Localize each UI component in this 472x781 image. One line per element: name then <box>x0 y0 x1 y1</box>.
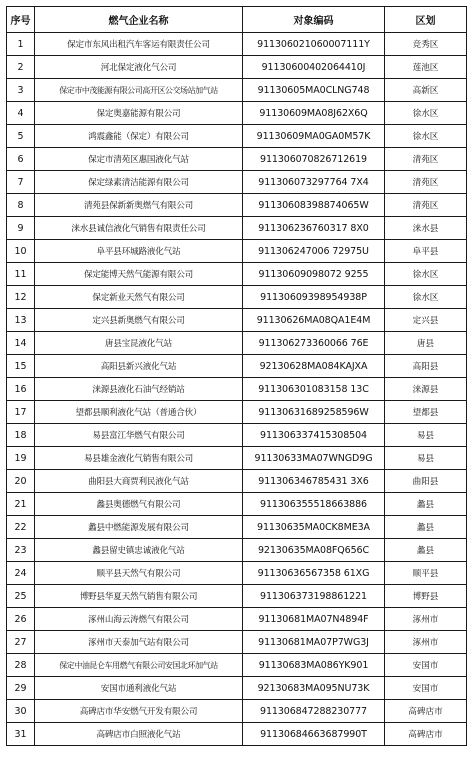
cell-district: 蠡县 <box>385 539 467 562</box>
cell-serial-number: 22 <box>7 516 35 539</box>
table-row <box>7 585 467 608</box>
table-row <box>7 723 467 746</box>
cell-serial-number: 14 <box>7 332 35 355</box>
cell-district: 安国市 <box>385 677 467 700</box>
cell-object-code: 911306337415308504 <box>243 424 385 447</box>
cell-district: 唐县 <box>385 332 467 355</box>
cell-serial-number: 10 <box>7 240 35 263</box>
cell-object-code: 91130609MA0GA0M57K <box>243 125 385 148</box>
cell-serial-number: 1 <box>7 33 35 56</box>
cell-object-code: 91130626MA08QA1E4M <box>243 309 385 332</box>
cell-enterprise-name: 唐县宝昆液化气站 <box>35 332 243 355</box>
cell-object-code: 911306847288230777 <box>243 700 385 723</box>
table-row <box>7 631 467 654</box>
table-row <box>7 355 467 378</box>
cell-district: 阜平县 <box>385 240 467 263</box>
cell-enterprise-name: 定兴县新奥燃气有限公司 <box>35 309 243 332</box>
table-row <box>7 493 467 516</box>
cell-object-code: 91130609098072 9255 <box>243 263 385 286</box>
cell-object-code: 91130681MA07N4894F <box>243 608 385 631</box>
cell-enterprise-name: 保定新业天然气有限公司 <box>35 286 243 309</box>
cell-serial-number: 13 <box>7 309 35 332</box>
cell-district: 清苑区 <box>385 148 467 171</box>
cell-district: 莲池区 <box>385 56 467 79</box>
cell-district: 徐水区 <box>385 102 467 125</box>
cell-object-code: 91130608398874065W <box>243 194 385 217</box>
cell-enterprise-name: 蠡县中燃能源发展有限公司 <box>35 516 243 539</box>
table-row <box>7 401 467 424</box>
table-row <box>7 240 467 263</box>
gas-enterprise-table <box>6 6 467 746</box>
cell-district: 易县 <box>385 447 467 470</box>
table-row <box>7 562 467 585</box>
cell-enterprise-name: 鸿震鑫能（保定）有限公司 <box>35 125 243 148</box>
table-row <box>7 56 467 79</box>
cell-district: 徐水区 <box>385 263 467 286</box>
cell-serial-number: 15 <box>7 355 35 378</box>
cell-district: 涞源县 <box>385 378 467 401</box>
cell-district: 望都县 <box>385 401 467 424</box>
cell-object-code: 911306373198861221 <box>243 585 385 608</box>
cell-serial-number: 19 <box>7 447 35 470</box>
cell-district: 蠡县 <box>385 493 467 516</box>
cell-serial-number: 26 <box>7 608 35 631</box>
cell-serial-number: 17 <box>7 401 35 424</box>
header-district: 区划 <box>385 7 467 33</box>
cell-district: 高阳县 <box>385 355 467 378</box>
cell-district: 竞秀区 <box>385 33 467 56</box>
cell-district: 徐水区 <box>385 125 467 148</box>
table-row <box>7 677 467 700</box>
cell-serial-number: 9 <box>7 217 35 240</box>
cell-enterprise-name: 高碑店市华安燃气开发有限公司 <box>35 700 243 723</box>
cell-enterprise-name: 保定市中茂能源有限公司高开区公交场站加气站 <box>35 79 243 102</box>
table-body <box>7 33 467 746</box>
cell-serial-number: 7 <box>7 171 35 194</box>
cell-object-code: 91130609MA08J62X6Q <box>243 102 385 125</box>
cell-enterprise-name: 易县雄金液化气销售有限公司 <box>35 447 243 470</box>
table-row <box>7 263 467 286</box>
cell-serial-number: 8 <box>7 194 35 217</box>
cell-district: 涿州市 <box>385 608 467 631</box>
table-row <box>7 217 467 240</box>
cell-district: 涿州市 <box>385 631 467 654</box>
cell-district: 徐水区 <box>385 286 467 309</box>
cell-enterprise-name: 保定中油昆仑车用燃气有限公司安国北环加气站 <box>35 654 243 677</box>
cell-serial-number: 4 <box>7 102 35 125</box>
cell-enterprise-name: 阜平县环城路液化气站 <box>35 240 243 263</box>
table-row <box>7 102 467 125</box>
cell-district: 安国市 <box>385 654 467 677</box>
cell-object-code: 92130683MA095NU73K <box>243 677 385 700</box>
cell-enterprise-name: 清苑县保新新奥燃气有限公司 <box>35 194 243 217</box>
cell-enterprise-name: 保定能博天然气能源有限公司 <box>35 263 243 286</box>
table-row <box>7 700 467 723</box>
cell-object-code: 91130683MA086YK901 <box>243 654 385 677</box>
cell-serial-number: 21 <box>7 493 35 516</box>
cell-enterprise-name: 高碑店市白照液化气站 <box>35 723 243 746</box>
cell-district: 博野县 <box>385 585 467 608</box>
cell-district: 高碑店市 <box>385 700 467 723</box>
table-row <box>7 470 467 493</box>
cell-object-code: 91130631689258596W <box>243 401 385 424</box>
cell-object-code: 91130600402064410J <box>243 56 385 79</box>
cell-object-code: 92130635MA08FQ656C <box>243 539 385 562</box>
table-row <box>7 378 467 401</box>
cell-enterprise-name: 保定绿素清洁能源有限公司 <box>35 171 243 194</box>
table-row <box>7 447 467 470</box>
cell-enterprise-name: 涞水县诚信液化气销售有限责任公司 <box>35 217 243 240</box>
cell-district: 高碑店市 <box>385 723 467 746</box>
cell-object-code: 911306070826712619 <box>243 148 385 171</box>
cell-object-code: 91130633MA07WNGD9G <box>243 447 385 470</box>
cell-serial-number: 16 <box>7 378 35 401</box>
cell-enterprise-name: 涿州山海云涛燃气有限公司 <box>35 608 243 631</box>
cell-district: 易县 <box>385 424 467 447</box>
cell-district: 定兴县 <box>385 309 467 332</box>
table-row <box>7 33 467 56</box>
cell-serial-number: 29 <box>7 677 35 700</box>
cell-serial-number: 12 <box>7 286 35 309</box>
cell-serial-number: 2 <box>7 56 35 79</box>
cell-object-code: 911306273360066 76E <box>243 332 385 355</box>
cell-object-code: 911306301083158 13C <box>243 378 385 401</box>
cell-enterprise-name: 易县富江华燃气有限公司 <box>35 424 243 447</box>
cell-serial-number: 27 <box>7 631 35 654</box>
cell-object-code: 911306021060007111Y <box>243 33 385 56</box>
cell-object-code: 911306355518663886 <box>243 493 385 516</box>
table-row <box>7 286 467 309</box>
table-row <box>7 148 467 171</box>
cell-enterprise-name: 曲阳县大商贾利民液化气站 <box>35 470 243 493</box>
table-row <box>7 608 467 631</box>
table-row <box>7 424 467 447</box>
cell-serial-number: 31 <box>7 723 35 746</box>
table-row <box>7 516 467 539</box>
table-header-row <box>7 7 467 33</box>
cell-serial-number: 11 <box>7 263 35 286</box>
cell-object-code: 91130635MA0CK8ME3A <box>243 516 385 539</box>
cell-district: 曲阳县 <box>385 470 467 493</box>
cell-enterprise-name: 蠡县留史镇忠诚液化气站 <box>35 539 243 562</box>
cell-object-code: 91130609398954938P <box>243 286 385 309</box>
cell-enterprise-name: 安国市通利液化气站 <box>35 677 243 700</box>
table-row <box>7 539 467 562</box>
cell-district: 顺平县 <box>385 562 467 585</box>
cell-enterprise-name: 高阳县新兴液化气站 <box>35 355 243 378</box>
cell-object-code: 92130628MA084KAJXA <box>243 355 385 378</box>
cell-district: 高新区 <box>385 79 467 102</box>
table-row <box>7 125 467 148</box>
cell-enterprise-name: 博野县华夏天然气销售有限公司 <box>35 585 243 608</box>
cell-serial-number: 24 <box>7 562 35 585</box>
cell-object-code: 91130605MA0CLNG748 <box>243 79 385 102</box>
cell-object-code: 911306236760317 8X0 <box>243 217 385 240</box>
cell-enterprise-name: 保定市清苑区惠国液化气站 <box>35 148 243 171</box>
cell-enterprise-name: 保定奥嘉能源有限公司 <box>35 102 243 125</box>
cell-object-code: 911306247006 72975U <box>243 240 385 263</box>
header-enterprise-name: 燃气企业名称 <box>35 7 243 33</box>
cell-serial-number: 25 <box>7 585 35 608</box>
table-row <box>7 332 467 355</box>
cell-serial-number: 5 <box>7 125 35 148</box>
cell-enterprise-name: 蠡县奥德燃气有限公司 <box>35 493 243 516</box>
cell-serial-number: 6 <box>7 148 35 171</box>
cell-object-code: 911306346785431 3X6 <box>243 470 385 493</box>
cell-object-code: 91130636567358 61XG <box>243 562 385 585</box>
cell-object-code: 91130684663687990T <box>243 723 385 746</box>
cell-serial-number: 28 <box>7 654 35 677</box>
table-row <box>7 654 467 677</box>
cell-serial-number: 20 <box>7 470 35 493</box>
cell-enterprise-name: 顺平县天然气有限公司 <box>35 562 243 585</box>
cell-district: 蠡县 <box>385 516 467 539</box>
cell-enterprise-name: 望都县顺利液化气站（普通合伙） <box>35 401 243 424</box>
table-row <box>7 171 467 194</box>
cell-serial-number: 30 <box>7 700 35 723</box>
cell-district: 涞水县 <box>385 217 467 240</box>
table-row <box>7 79 467 102</box>
table-row <box>7 309 467 332</box>
cell-enterprise-name: 涿州市天泰加气站有限公司 <box>35 631 243 654</box>
cell-enterprise-name: 保定市东风出租汽车客运有限责任公司 <box>35 33 243 56</box>
cell-district: 清苑区 <box>385 171 467 194</box>
cell-serial-number: 18 <box>7 424 35 447</box>
cell-object-code: 91130681MA07P7WG3J <box>243 631 385 654</box>
cell-enterprise-name: 涞源县液化石油气经销站 <box>35 378 243 401</box>
header-serial-number: 序号 <box>7 7 35 33</box>
cell-serial-number: 23 <box>7 539 35 562</box>
cell-serial-number: 3 <box>7 79 35 102</box>
table-row <box>7 194 467 217</box>
header-object-code: 对象编码 <box>243 7 385 33</box>
cell-enterprise-name: 河北保定液化气公司 <box>35 56 243 79</box>
cell-district: 清苑区 <box>385 194 467 217</box>
cell-object-code: 911306073297764 7X4 <box>243 171 385 194</box>
